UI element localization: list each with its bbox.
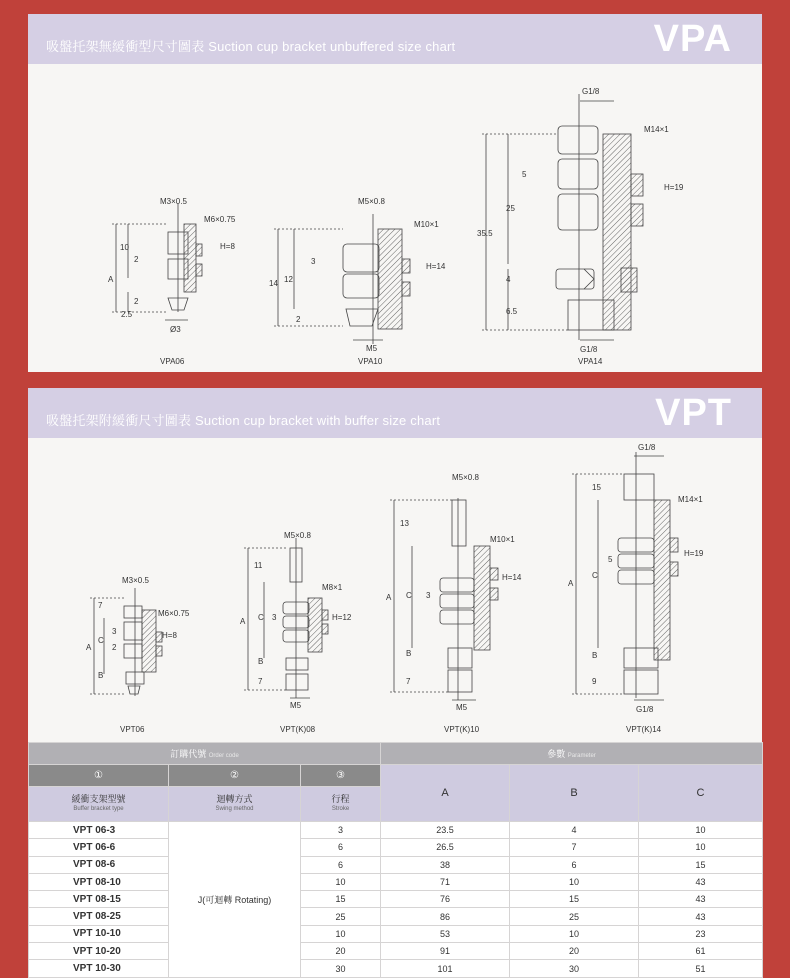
table-cell: VPT 08-25 [29, 908, 169, 925]
dimension-label: M5×0.8 [452, 473, 479, 482]
table-cell: 91 [381, 943, 510, 960]
table-cell: 43 [639, 873, 763, 890]
dimension-label: M6×0.75 [158, 609, 190, 618]
dimension-label: G1/8 [638, 443, 656, 452]
dimension-label: G1/8 [636, 705, 654, 714]
col-number-2: ② [169, 765, 301, 787]
vpa-header [28, 14, 762, 64]
table-row [29, 960, 763, 977]
table-cell: 43 [639, 891, 763, 908]
table-cell: VPT 06-3 [29, 822, 169, 839]
swing-method-cell: J(可迴轉 Rotating) [169, 822, 301, 978]
table-cell: 6 [301, 856, 381, 873]
table-cell: 86 [381, 908, 510, 925]
table-cell: 20 [510, 943, 639, 960]
vpt-header [28, 388, 762, 438]
table-cell: 10 [639, 822, 763, 839]
dimension-label: 3 [311, 257, 316, 266]
table-row [29, 943, 763, 960]
spec-table [28, 742, 762, 978]
dimension-label: M5 [366, 344, 378, 353]
dimension-label: A [386, 593, 392, 602]
dimension-label: M10×1 [490, 535, 515, 544]
dimension-label: G1/8 [580, 345, 598, 354]
table-cell: 20 [301, 943, 381, 960]
dimension-label: A [568, 579, 574, 588]
dimension-label: B [592, 651, 598, 660]
dimension-label: 11 [254, 561, 263, 570]
table-cell: 10 [639, 839, 763, 856]
dimension-label: A [86, 643, 92, 652]
table-cell: 51 [639, 960, 763, 977]
vpa-drawings [28, 64, 762, 372]
vpa06-drawing [112, 204, 202, 320]
dimension-label: M3×0.5 [160, 197, 187, 206]
table-cell: 76 [381, 891, 510, 908]
dimension-label: M5 [290, 701, 302, 710]
dimension-label: 2 [134, 255, 139, 264]
table-cell: VPT 08-15 [29, 891, 169, 908]
table-cell: VPT 10-30 [29, 960, 169, 977]
dimension-label: H=19 [664, 183, 684, 192]
table-cell: VPT 06-6 [29, 839, 169, 856]
vpt-panel [28, 388, 762, 742]
vpa10-caption: VPA10 [358, 357, 383, 366]
table-cell: 10 [301, 873, 381, 890]
vpt-title: 吸盤托架附緩衝尺寸圖表 Suction cup bracket with buffer size chart [46, 413, 441, 428]
table-cell: 30 [510, 960, 639, 977]
vpa10-drawing [274, 214, 410, 344]
dimension-label: M6×0.75 [204, 215, 236, 224]
dimension-label: C [258, 613, 264, 622]
dimension-label: 6.5 [506, 307, 518, 316]
dimension-label: 3 [426, 591, 431, 600]
table-cell: 6 [301, 839, 381, 856]
vptk10-caption: VPT(K)10 [444, 725, 480, 734]
dimension-label: 2 [134, 297, 139, 306]
table-cell: 15 [510, 891, 639, 908]
vpa-code: VPA [653, 18, 732, 60]
dimension-label: 25 [506, 204, 515, 213]
dimension-label: Ø3 [170, 325, 181, 334]
table-cell: 38 [381, 856, 510, 873]
dimension-label: B [258, 657, 264, 666]
dimension-label: 5 [522, 170, 527, 179]
table-cell: 3 [301, 822, 381, 839]
col-header-b: B [510, 765, 639, 822]
dimension-label: 13 [400, 519, 409, 528]
table-cell: 10 [301, 925, 381, 942]
dimension-label: M8×1 [322, 583, 343, 592]
table-cell: VPT 08-6 [29, 856, 169, 873]
dimension-label: 15 [592, 483, 601, 492]
col-header-c: C [639, 765, 763, 822]
dimension-label: 4 [506, 275, 511, 284]
dimension-label: 7 [98, 601, 103, 610]
table-cell: 10 [510, 873, 639, 890]
dimension-label: 3 [272, 613, 277, 622]
dimension-label: B [406, 649, 412, 658]
dimension-label: H=14 [502, 573, 522, 582]
dimension-label: H=12 [332, 613, 352, 622]
table-cell: 43 [639, 908, 763, 925]
vptk14-drawing [572, 452, 678, 700]
table-cell: 30 [301, 960, 381, 977]
table-row [29, 873, 763, 890]
vpt06-caption: VPT06 [120, 725, 145, 734]
table-row [29, 925, 763, 942]
dimension-label: 2.5 [121, 310, 133, 319]
dimension-label: C [98, 636, 104, 645]
table-row [29, 891, 763, 908]
dimension-label: 2 [112, 643, 117, 652]
dimension-label: M14×1 [644, 125, 669, 134]
table-cell: 4 [510, 822, 639, 839]
vpa06-caption: VPA06 [160, 357, 185, 366]
dimension-label: M10×1 [414, 220, 439, 229]
dimension-label: H=19 [684, 549, 704, 558]
dimension-label: H=14 [426, 262, 446, 271]
table-cell: VPT 10-20 [29, 943, 169, 960]
dimension-label: 2 [296, 315, 301, 324]
parameter-group: 參數 Parameter [381, 743, 763, 765]
table-cell: 23.5 [381, 822, 510, 839]
table-row [29, 908, 763, 925]
dimension-label: 12 [284, 275, 293, 284]
table-cell: 23 [639, 925, 763, 942]
vpa-panel [28, 14, 762, 372]
dimension-label: A [240, 617, 246, 626]
dimension-label: B [98, 671, 104, 680]
table-cell: 25 [301, 908, 381, 925]
dimension-label: 9 [592, 677, 597, 686]
dimension-label: 14 [269, 279, 278, 288]
table-cell: 53 [381, 925, 510, 942]
dimension-label: 35.5 [477, 229, 493, 238]
table-cell: 10 [510, 925, 639, 942]
col-header-swing: 迴轉方式 Swing method [169, 787, 301, 822]
table-cell: 71 [381, 873, 510, 890]
dimension-label: H=8 [220, 242, 235, 251]
dimension-label: M5 [456, 703, 468, 712]
table-cell: 6 [510, 856, 639, 873]
col-header-a: A [381, 765, 510, 822]
table-cell: 25 [510, 908, 639, 925]
dimension-label: 7 [258, 677, 263, 686]
col-header-type: 緩衝支架型號 Buffer bracket type [29, 787, 169, 822]
table-cell: VPT 08-10 [29, 873, 169, 890]
vptk08-caption: VPT(K)08 [280, 725, 316, 734]
col-number-1: ① [29, 765, 169, 787]
table-cell: VPT 10-10 [29, 925, 169, 942]
table-cell: 61 [639, 943, 763, 960]
dimension-label: M14×1 [678, 495, 703, 504]
dimension-label: 10 [120, 243, 129, 252]
dimension-label: C [592, 571, 598, 580]
dimension-label: A [108, 275, 114, 284]
dimension-label: C [406, 591, 412, 600]
table-row [29, 856, 763, 873]
table-cell: 7 [510, 839, 639, 856]
dimension-label: 3 [112, 627, 117, 636]
table-row [29, 822, 763, 839]
dimension-label: M5×0.8 [358, 197, 385, 206]
dimension-label: H=8 [162, 631, 177, 640]
dimension-label: G1/8 [582, 87, 600, 96]
vpt-code: VPT [655, 392, 732, 434]
vpa14-drawing [482, 94, 643, 340]
table-cell: 15 [639, 856, 763, 873]
dimension-label: 7 [406, 677, 411, 686]
dimension-label: M5×0.8 [284, 531, 311, 540]
col-number-3: ③ [301, 765, 381, 787]
vpa14-caption: VPA14 [578, 357, 603, 366]
dimension-label: 5 [608, 555, 613, 564]
vpa-title: 吸盤托架無緩衝型尺寸圖表 Suction cup bracket unbuffered size chart [46, 39, 456, 54]
table-row [29, 839, 763, 856]
col-header-stroke: 行程 Stroke [301, 787, 381, 822]
order-code-group: 訂購代號 Order code [29, 743, 381, 765]
vpt-drawings [28, 438, 762, 742]
dimension-label: M3×0.5 [122, 576, 149, 585]
table-cell: 15 [301, 891, 381, 908]
table-cell: 26.5 [381, 839, 510, 856]
table-cell: 101 [381, 960, 510, 977]
vptk14-caption: VPT(K)14 [626, 725, 662, 734]
